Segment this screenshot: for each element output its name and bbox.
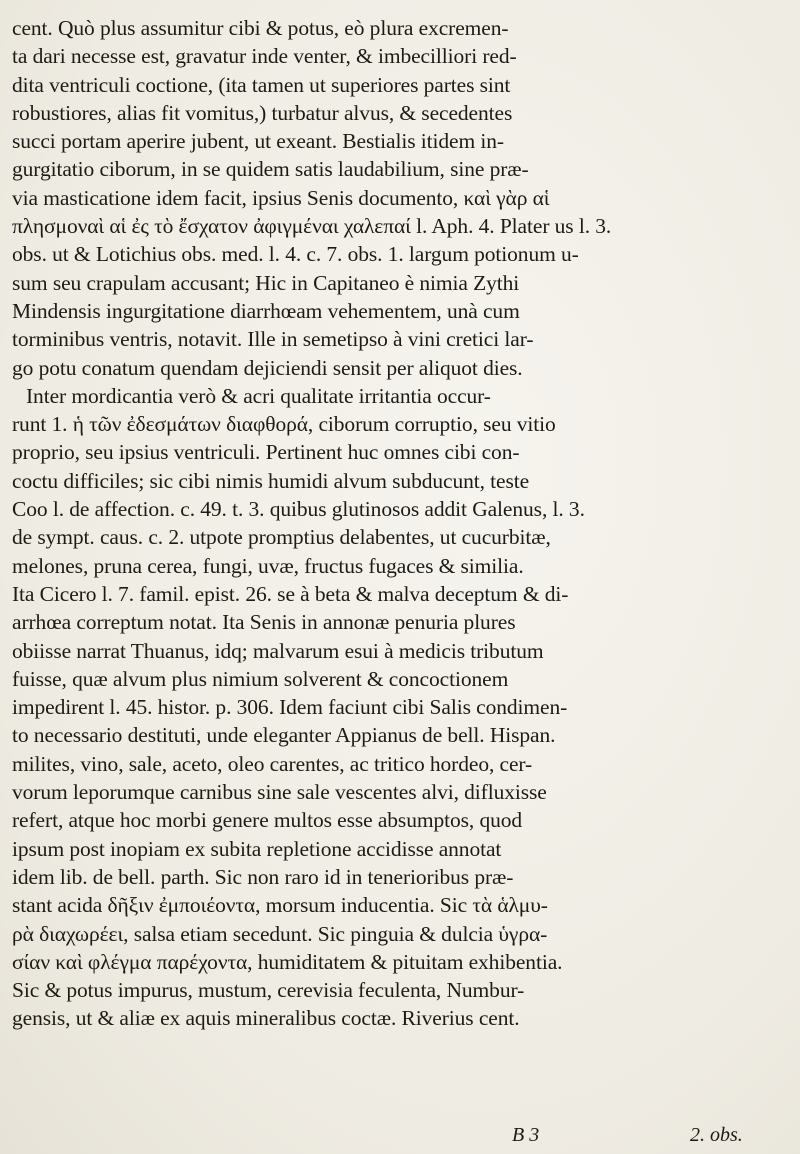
text-line: arrhœa correptum notat. Ita Senis in annonæ penuria plures	[12, 610, 516, 635]
text-line: cent. Quò plus assumitur cibi & potus, eò plura excremen-	[12, 16, 509, 40]
text-line: coctu difficiles; sic cibi nimis humidi alvum subducunt, teste	[12, 468, 530, 493]
text-line: sum seu crapulam accusant; Hic in Capitaneo è nimia Zythi	[12, 270, 520, 295]
text-line: melones, pruna cerea, fungi, uvæ, fructus fugaces & similia.	[12, 553, 524, 578]
text-line: Sic & potus impurus, mustum, cerevisia feculenta, Numbur-	[12, 978, 525, 1003]
text-line: go potu conatum quendam dejiciendi sensit per aliquot dies.	[12, 355, 523, 380]
text-line: de sympt. caus. c. 2. utpote promptius delabentes, ut cucurbitæ,	[12, 525, 551, 550]
text-line: Inter mordicantia verò & acri qualitate irritantia occur-	[26, 383, 491, 408]
text-line: milites, vino, sale, aceto, oleo carentes, ac tritico hordeo, cer-	[12, 751, 533, 776]
text-line: ipsum post inopiam ex subita repletione accidisse annotat	[12, 836, 502, 861]
text-line: succi portam aperire jubent, ut exeant. Bestialis itidem in-	[12, 129, 504, 154]
text-line: via masticatione idem facit, ipsius Senis documento, καὶ γὰρ αἱ	[12, 185, 550, 210]
text-line: obs. ut & Lotichius obs. med. l. 4. c. 7. obs. 1. largum potionum u-	[12, 242, 579, 267]
text-line: idem lib. de bell. parth. Sic non raro id in tenerioribus præ-	[12, 864, 514, 889]
text-line: to necessario destituti, unde eleganter Appianus de bell. Hispan.	[12, 723, 556, 748]
text-line: robustiores, alias fit vomitus,) turbatur alvus, & secedentes	[12, 100, 513, 125]
text-line: refert, atque hoc morbi genere multos esse absumptos, quod	[12, 808, 523, 833]
text-line: gensis, ut & aliæ ex aquis mineralibus coctæ. Riverius cent.	[12, 1006, 520, 1031]
text-block	[12, 14, 792, 1033]
text-line: ta dari necesse est, gravatur inde venter, & imbecilliori red-	[12, 44, 517, 69]
signature-mark: B 3	[512, 1124, 540, 1146]
text-line: σίαν καὶ φλέγμα παρέχοντα, humiditatem & pituitam exhibentia.	[12, 949, 563, 974]
text-line: fuisse, quæ alvum plus nimium solverent & concoctionem	[12, 666, 509, 691]
text-line: torminibus ventris, notavit. Ille in semetipso à vini cretici lar-	[12, 327, 534, 352]
text-line: Mindensis ingurgitatione diarrhœam vehementem, unà cum	[12, 298, 520, 323]
catchword: 2. obs.	[690, 1124, 743, 1146]
text-line: stant acida δῆξιν ἐμποιέοντα, morsum inducentia. Sic τὰ ἁλμυ-	[12, 893, 548, 918]
text-line: runt 1. ἡ τῶν ἐδεσμάτων διαφθορά, ciborum corruptio, seu vitio	[12, 412, 556, 437]
text-line: πλησμοναὶ αἱ ἐς τὸ ἔσχατον ἀφιγμέναι χαλεπαί l. Aph. 4. Plater us l. 3.	[12, 214, 612, 239]
text-line: gurgitatio ciborum, in se quidem satis laudabilium, sine præ-	[12, 157, 529, 182]
text-line: obiisse narrat Thuanus, idq; malvarum esui à medicis tributum	[12, 638, 544, 663]
text-line: dita ventriculi coctione, (ita tamen ut superiores partes sint	[12, 72, 511, 97]
text-line: impedirent l. 45. histor. p. 306. Idem faciunt cibi Salis condimen-	[12, 695, 568, 720]
text-line: Ita Cicero l. 7. famil. epist. 26. se à beta & malva deceptum & di-	[12, 581, 569, 606]
text-line: proprio, seu ipsius ventriculi. Pertinent huc omnes cibi con-	[12, 440, 520, 465]
text-line: ρὰ διαχωρέει, salsa etiam secedunt. Sic pinguia & dulcia ὑγρα-	[12, 921, 548, 946]
page-footer	[0, 1124, 800, 1148]
text-line: Coo l. de affection. c. 49. t. 3. quibus glutinosos addit Galenus, l. 3.	[12, 497, 585, 522]
text-line: vorum leporumque carnibus sine sale vescentes alvi, difluxisse	[12, 780, 547, 805]
